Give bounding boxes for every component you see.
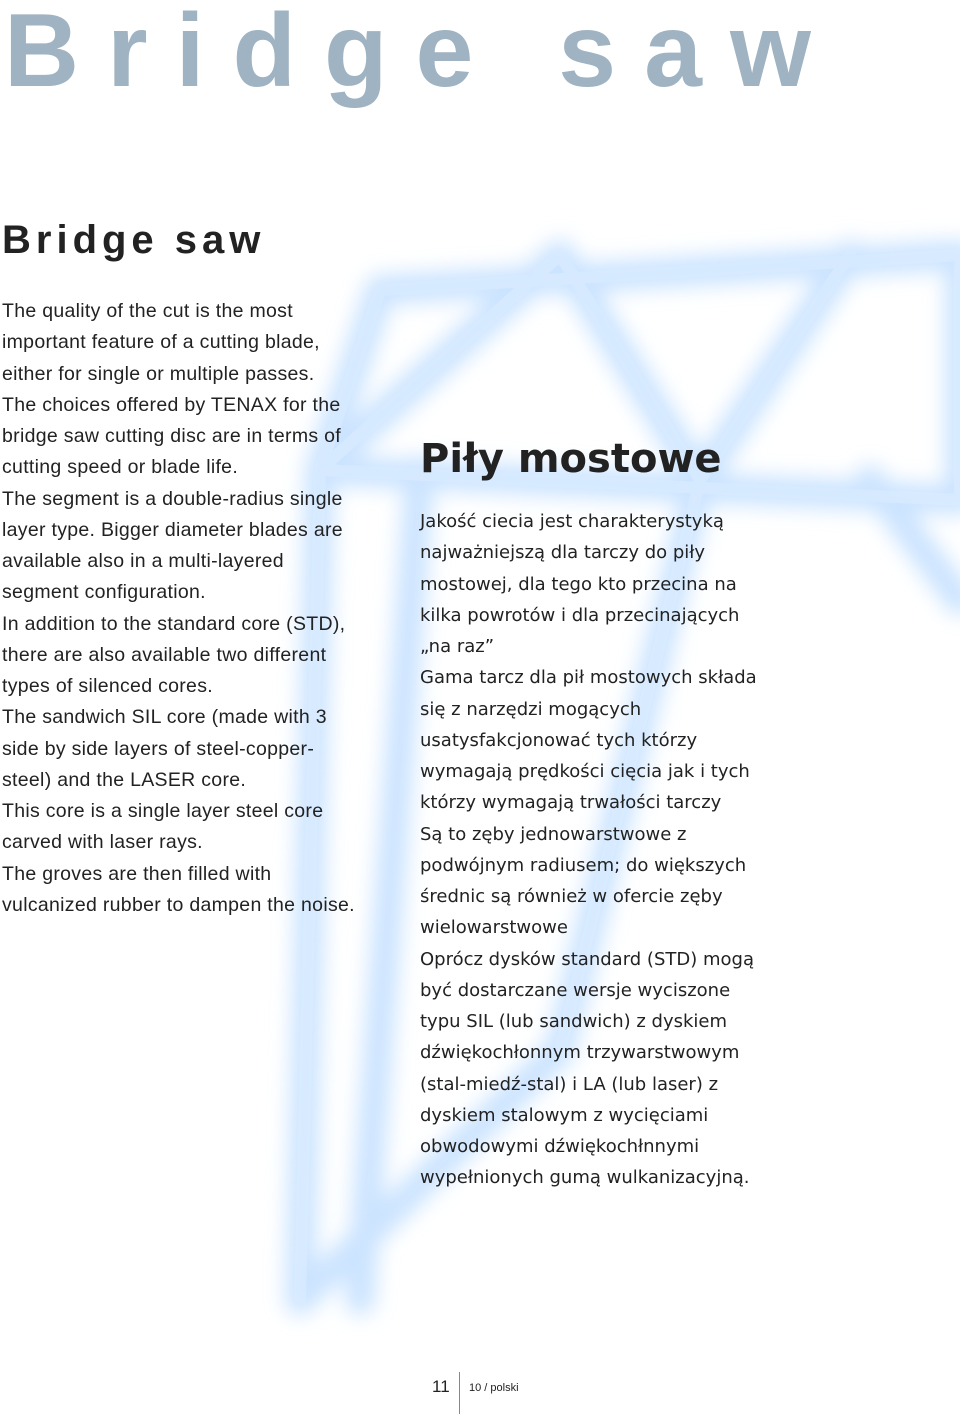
- polish-body-text: [420, 506, 840, 1194]
- polish-line: dyskiem stalowym z wycięciami: [420, 1104, 709, 1126]
- english-line: carved with laser rays.: [2, 831, 203, 854]
- polish-line: być dostarczane wersje wyciszone: [420, 979, 731, 1001]
- english-line: important feature of a cutting blade,: [2, 331, 320, 354]
- polish-line: wymagają prędkości cięcia jak i tych: [420, 761, 750, 782]
- polish-line: podwójnym radiusem; do większych: [420, 854, 747, 876]
- polish-line: wielowarstwowe: [420, 917, 568, 939]
- polish-line: najważniejszą dla tarczy do piły: [420, 542, 706, 564]
- english-line: cutting speed or blade life.: [2, 456, 239, 479]
- english-line: The quality of the cut is the most: [2, 300, 293, 322]
- polish-line: dźwiękochłonnym trzywarstwowym: [420, 1042, 740, 1064]
- polish-line: Gama tarcz dla pił mostowych składa: [420, 667, 757, 689]
- english-line: The choices offered by TENAX for the: [2, 393, 341, 416]
- english-line: layer type. Bigger diameter blades are: [2, 518, 343, 541]
- footer-language-label: 10 / polski: [469, 1382, 519, 1394]
- english-line: In addition to the standard core (STD),: [2, 612, 346, 635]
- english-line: segment configuration.: [2, 581, 206, 604]
- polish-line: (stal-miedź-stal) i LA (lub laser) z: [420, 1073, 719, 1095]
- polish-line: typu SIL (lub sandwich) z dyskiem: [420, 1011, 728, 1032]
- polish-line: mostowej, dla tego kto przecina na: [420, 573, 737, 595]
- polish-line: Są to zęby jednowarstwowe z: [420, 823, 687, 845]
- polish-line: wypełnionych gumą wulkanizacyjną.: [420, 1167, 750, 1189]
- polish-line: Jakość ciecia jest charakterystyką: [420, 511, 724, 532]
- english-line: The segment is a double-radius single: [2, 487, 343, 510]
- polish-line: średnic są również w ofercie zęby: [420, 886, 723, 907]
- english-line: either for single or multiple passes.: [2, 362, 315, 385]
- polish-line: którzy wymagają trwałości tarczy: [420, 792, 722, 814]
- english-line: types of silenced cores.: [2, 675, 213, 697]
- english-body-text: [2, 296, 392, 921]
- english-line: available also in a multi-layered: [2, 550, 284, 572]
- footer-divider: [459, 1372, 460, 1414]
- polish-line: Oprócz dysków standard (STD) mogą: [420, 948, 754, 970]
- english-line: This core is a single layer steel core: [2, 800, 324, 822]
- english-section-title: Bridge saw: [2, 218, 266, 262]
- english-line: side by side layers of steel-copper-: [2, 737, 315, 760]
- polish-line: obwodowymi dźwiękochłnnymi: [420, 1136, 700, 1157]
- english-line: The sandwich SIL core (made with 3: [2, 706, 327, 729]
- polish-line: się z narzędzi mogących: [420, 698, 642, 720]
- polish-line: usatysfakcjonować tych którzy: [420, 729, 698, 751]
- english-line: vulcanized rubber to dampen the noise.: [2, 893, 355, 916]
- polish-line: kilka powrotów i dla przecinających: [420, 604, 740, 626]
- page-number: 11: [432, 1377, 450, 1396]
- english-line: steel) and the LASER core.: [2, 768, 247, 791]
- english-line: there are also available two different: [2, 643, 327, 666]
- english-line: The groves are then filled with: [2, 862, 272, 885]
- polish-section-title: Piły mostowe: [420, 436, 722, 482]
- polish-line: „na raz”: [420, 636, 495, 657]
- english-line: bridge saw cutting disc are in terms of: [2, 425, 342, 447]
- page-header-title: Bridge saw: [4, 0, 839, 109]
